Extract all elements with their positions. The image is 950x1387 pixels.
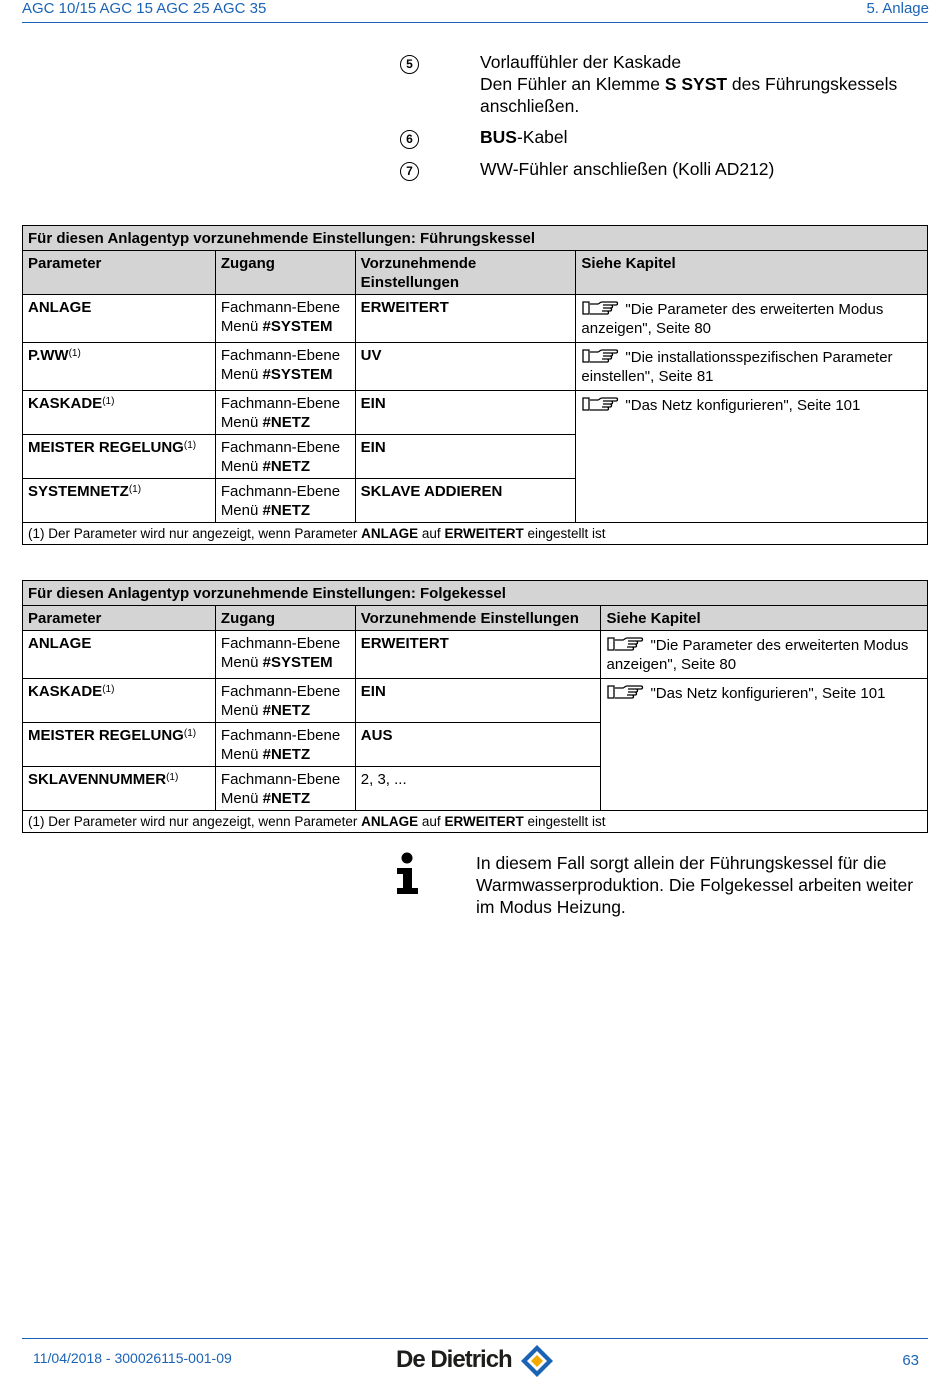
table-row: ANLAGE Fachmann-Ebene Menü #SYSTEM ERWEITERT "Die Parameter des erweiterten Modus anzeigen", Seite 80 bbox=[23, 295, 928, 343]
header-rule bbox=[22, 22, 928, 23]
pointing-hand-icon bbox=[606, 683, 646, 701]
table-row: KASKADE$^{(1)}$ Fachmann-Ebene Menü #NETZ EIN "Das Netz konfigurieren", Seite 101 bbox=[23, 679, 928, 723]
col-header-einstellungen: Vorzunehmende Einstellungen bbox=[355, 606, 601, 631]
legend-item-5-text: Vorlauffühler der Kaskade Den Fühler an Klemme S SYST des Führungskessels anschließen. bbox=[480, 52, 898, 116]
table-row: SYSTEMNETZ$^{(1)}$ Fachmann-Ebene Menü #NETZ SKLAVE ADDIEREN bbox=[23, 479, 928, 523]
circled-number-7: 7 bbox=[400, 158, 422, 180]
table-caption: Für diesen Anlagentyp vorzunehmende Einstellungen: Führungskessel bbox=[23, 226, 928, 251]
settings-table-fuehrungskessel bbox=[22, 225, 928, 545]
col-header-kapitel: Siehe Kapitel bbox=[601, 606, 928, 631]
pointing-hand-icon bbox=[581, 299, 621, 317]
pointing-hand-icon bbox=[581, 347, 621, 365]
brand-diamond-icon bbox=[520, 1344, 554, 1378]
legend-item-5 bbox=[400, 51, 920, 117]
circled-number-6: 6 bbox=[400, 126, 422, 148]
col-header-parameter: Parameter bbox=[23, 251, 216, 295]
legend-item-6: 6 BUS-Kabel bbox=[400, 126, 920, 148]
reference-link[interactable]: "Die installationsspezifischen Parameter einstellen", Seite 81 bbox=[576, 343, 928, 391]
info-icon bbox=[394, 852, 422, 896]
page-number: 63 bbox=[902, 1352, 919, 1369]
table-row: SKLAVENNUMMER$^{(1)}$ Fachmann-Ebene Menü #NETZ 2, 3, ... bbox=[23, 767, 928, 811]
circled-number-5: 5 bbox=[400, 51, 422, 73]
table-row: MEISTER REGELUNG$^{(1)}$ Fachmann-Ebene Menü #NETZ EIN bbox=[23, 435, 928, 479]
pointing-hand-icon bbox=[581, 395, 621, 413]
brand-logo: De Dietrich bbox=[396, 1342, 566, 1378]
col-header-kapitel: Siehe Kapitel bbox=[576, 251, 928, 295]
table-caption: Für diesen Anlagentyp vorzunehmende Einstellungen: Folgekessel bbox=[23, 581, 928, 606]
pointing-hand-icon bbox=[606, 635, 646, 653]
info-note-text: In diesem Fall sorgt allein der Führungskessel für die Warmwasserproduktion. Die Folgekessel arbeiten weiter im Modus Heizung. bbox=[476, 853, 914, 917]
table-row: ANLAGE Fachmann-Ebene Menü #SYSTEM ERWEITERT "Die Parameter des erweiterten Modus anzeigen", Seite 80 bbox=[23, 631, 928, 679]
table-row: MEISTER REGELUNG$^{(1)}$ Fachmann-Ebene Menü #NETZ AUS bbox=[23, 723, 928, 767]
table-footnote: (1) Der Parameter wird nur angezeigt, wenn Parameter ANLAGE auf ERWEITERT eingestellt ist bbox=[23, 811, 928, 833]
settings-table-folgekessel bbox=[22, 580, 928, 833]
reference-link[interactable]: "Die Parameter des erweiterten Modus anzeigen", Seite 80 bbox=[576, 295, 928, 343]
col-header-zugang: Zugang bbox=[215, 606, 355, 631]
table-row: KASKADE$^{(1)}$ Fachmann-Ebene Menü #NETZ EIN "Das Netz konfigurieren", Seite 101 bbox=[23, 391, 928, 435]
reference-link[interactable]: "Das Netz konfigurieren", Seite 101 bbox=[601, 679, 928, 811]
footer-date-docnumber: 11/04/2018 - 300026115-001-09 bbox=[33, 1350, 232, 1366]
table-footnote: (1) Der Parameter wird nur angezeigt, wenn Parameter ANLAGE auf ERWEITERT eingestellt ist bbox=[23, 523, 928, 545]
header-product-list: AGC 10/15 AGC 15 AGC 25 AGC 35 bbox=[22, 0, 267, 17]
reference-link[interactable]: "Das Netz konfigurieren", Seite 101 bbox=[576, 391, 928, 523]
col-header-parameter: Parameter bbox=[23, 606, 216, 631]
legend-item-7: 7 WW-Fühler anschließen (Kolli AD212) bbox=[400, 158, 920, 180]
footer-rule bbox=[22, 1338, 928, 1339]
col-header-einstellungen: Vorzunehmende Einstellungen bbox=[355, 251, 576, 295]
table-row: P.WW$^{(1)}$ Fachmann-Ebene Menü #SYSTEM UV "Die installationsspezifischen Parameter einstellen", Seite 81 bbox=[23, 343, 928, 391]
col-header-zugang: Zugang bbox=[215, 251, 355, 295]
header-chapter: 5. Anlage bbox=[866, 0, 929, 17]
reference-link[interactable]: "Die Parameter des erweiterten Modus anzeigen", Seite 80 bbox=[601, 631, 928, 679]
